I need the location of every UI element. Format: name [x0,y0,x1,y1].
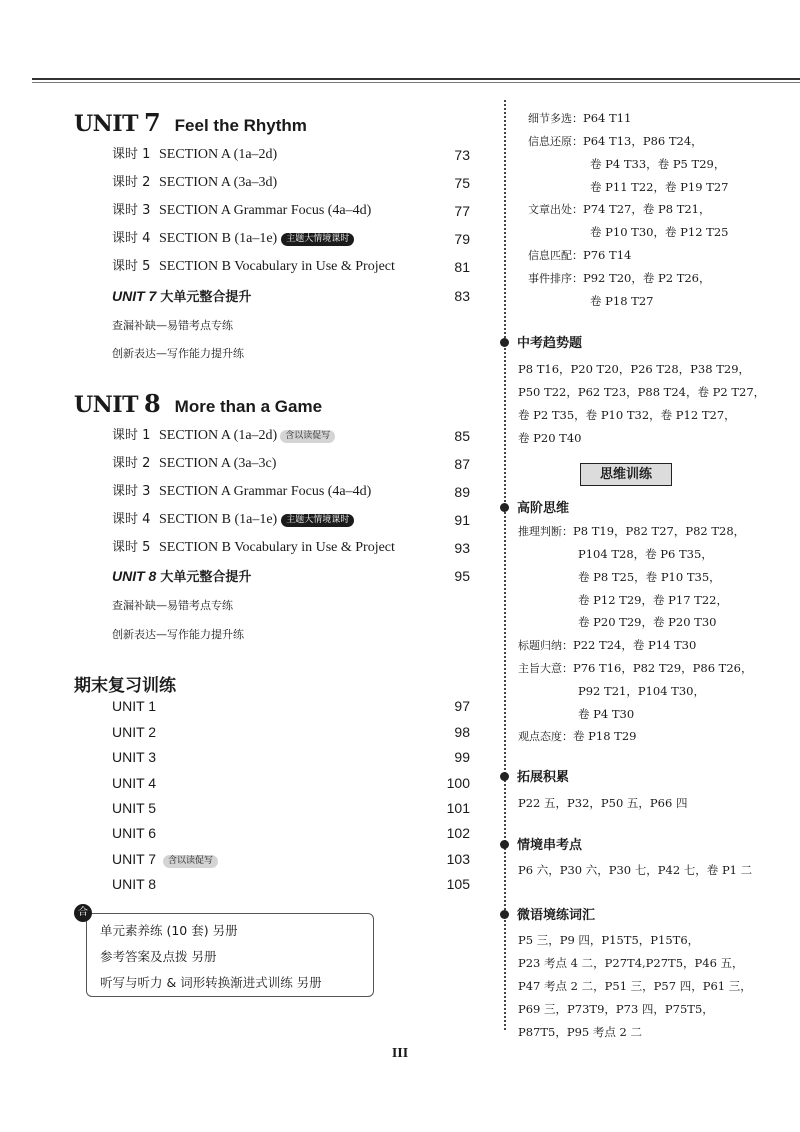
final-unit-label: UNIT 7 [112,851,157,867]
lesson-label: 课时 1 [112,147,151,162]
final-unit-label: UNIT 4 [112,775,157,791]
final-unit-page: 101 [446,800,470,816]
lesson-page: 81 [454,259,470,275]
category-label: 细节多选： [528,112,583,125]
supplement-line-1[interactable]: 单元素养练 (10 套) 另册 [100,923,238,938]
header-rule-thin [32,82,800,83]
higher-line-2: P104 T28，卷 P6 T35， [578,547,713,561]
reading-writing-badge: 含以读促写 [163,855,218,868]
lesson-page: 85 [454,428,470,444]
lesson-page: 91 [454,512,470,528]
micro-title: 微语境练词汇 [517,908,596,923]
unit7-lesson-1[interactable] [112,144,470,166]
lesson-label: 课时 2 [112,456,151,471]
lesson-page: 79 [454,231,470,247]
unit-8-heading [74,389,322,419]
right-cont-line-9: 卷 P18 T27 [590,294,654,308]
category-refs: 卷 P18 T29 [573,729,637,743]
unit-7-word: UNIT [74,111,138,137]
unit-7-heading [74,108,307,138]
lesson-text: SECTION A (1a–2d) [159,428,278,443]
bullet-icon [500,503,509,512]
final-unit-page: 100 [446,775,470,791]
lesson-page: 77 [454,203,470,219]
theme-lesson-badge: 主题大情境课时 [281,514,354,527]
category-label: 观点态度： [518,730,573,743]
category-refs: P64 T11 [583,111,632,125]
lesson-text: SECTION A Grammar Focus (4a–4d) [159,203,372,218]
lesson-label: 课时 4 [112,231,151,246]
context-heading [500,837,582,855]
column-divider [504,100,506,1030]
lesson-text: SECTION A (3a–3c) [159,456,277,471]
higher-line-7 [518,660,753,676]
bullet-icon [500,772,509,781]
right-cont-line-3: 卷 P4 T33，卷 P5 T29， [590,157,726,171]
unit7-lesson-5[interactable] [112,256,470,278]
trend-heading [500,335,582,353]
lesson-page: 93 [454,540,470,556]
category-label: 推理判断： [518,525,573,538]
final-unit-page: 103 [446,851,470,867]
unit8-lesson-3[interactable] [112,481,470,503]
unit8-lesson-2[interactable] [112,453,470,475]
category-label: 主旨大意： [518,662,573,675]
final-unit-label: UNIT 2 [112,724,157,740]
lesson-page: 75 [454,175,470,191]
lesson-text: SECTION B (1a–1e) [159,512,278,527]
final-unit-label: UNIT 1 [112,698,157,714]
unit7-lesson-4[interactable] [112,228,470,250]
integration-page: 95 [454,568,470,584]
right-cont-line-4: 卷 P11 T22，卷 P19 T27 [590,180,729,194]
trend-line-3: 卷 P2 T35，卷 P10 T32，卷 P12 T27， [518,408,736,422]
final-unit-8[interactable] [112,873,470,895]
micro-heading [500,907,595,925]
category-label: 标题归纳： [518,639,573,652]
combined-icon: 合 [74,904,92,922]
integration-page: 83 [454,288,470,304]
unit7-sub-writing-practice[interactable]: 创新表达—写作能力提升练 [112,347,244,360]
final-unit-label: UNIT 5 [112,800,157,816]
context-title: 情境串考点 [517,838,583,853]
bullet-icon [500,840,509,849]
higher-line-5: 卷 P20 T29，卷 P20 T30 [578,615,717,629]
thinking-training-tag: 思维训练 [580,463,672,486]
micro-line-4: P69 三，P73T9，P73 四，P75T5， [518,1002,714,1016]
final-unit-page: 99 [454,749,470,765]
final-review-title: 期末复习训练 [74,676,176,696]
theme-lesson-badge: 主题大情境课时 [281,233,354,246]
unit7-lesson-3[interactable] [112,200,470,222]
page-number: III [391,1046,409,1061]
higher-line-6 [518,637,696,653]
bullet-icon [500,338,509,347]
category-refs: P22 T24，卷 P14 T30 [573,638,697,652]
final-unit-page: 105 [446,876,470,892]
lesson-label: 课时 3 [112,484,151,499]
context-line-1: P6 六，P30 六，P30 七，P42 七，卷 P1 二 [518,863,753,877]
category-refs: P76 T14 [583,248,632,262]
micro-line-2: P23 考点 4 二，P27T4,P27T5，P46 五， [518,956,744,970]
lesson-text-wrap [159,228,354,250]
unit8-lesson-1[interactable] [112,425,470,447]
category-label: 事件排序： [528,272,583,285]
integration-unit: UNIT 7 [112,288,157,304]
category-refs: P76 T16，P82 T29，P86 T26， [573,661,753,675]
integration-title: 大单元整合提升 [160,570,252,585]
trend-title: 中考趋势题 [517,336,583,351]
lesson-text: SECTION B Vocabulary in Use & Project [159,540,395,555]
final-unit-1[interactable] [112,695,470,717]
integration-title: 大单元整合提升 [160,290,252,305]
right-cont-line-8 [528,270,711,286]
final-unit-label: UNIT 3 [112,749,157,765]
final-unit-page: 102 [446,825,470,841]
category-refs: P92 T20，卷 P2 T26， [583,271,711,285]
expand-line-1: P22 五，P32，P50 五，P66 四 [518,796,688,810]
final-unit-label: UNIT 6 [112,825,157,841]
lesson-text: SECTION B (1a–1e) [159,231,278,246]
reading-writing-badge: 含以读促写 [280,430,335,443]
right-cont-line-5 [528,201,711,217]
lesson-label: 课时 1 [112,428,151,443]
final-unit-4[interactable] [112,772,470,794]
final-unit-page: 98 [454,724,470,740]
right-cont-line-2 [528,133,703,149]
category-refs: P64 T13，P86 T24， [583,134,703,148]
lesson-text: SECTION A (1a–2d) [159,147,278,162]
category-label: 信息还原： [528,135,583,148]
lesson-text: SECTION B Vocabulary in Use & Project [159,259,395,274]
category-refs: P8 T19，P82 T27，P82 T28， [573,524,746,538]
unit-8-number: 8 [143,389,161,418]
final-unit-5[interactable] [112,797,470,819]
final-unit-3[interactable] [112,746,470,768]
unit-8-word: UNIT [74,392,138,418]
higher-line-1 [518,523,745,539]
final-unit-2[interactable] [112,721,470,743]
higher-line-10 [518,728,637,744]
lesson-page: 89 [454,484,470,500]
higher-line-9: 卷 P4 T30 [578,707,635,721]
final-unit-label: UNIT 8 [112,876,157,892]
lesson-text: SECTION A Grammar Focus (4a–4d) [159,484,372,499]
lesson-label: 课时 5 [112,540,151,555]
unit-7-number: 7 [143,108,161,137]
unit7-integration[interactable] [112,284,470,308]
trend-line-1: P8 T16，P20 T20，P26 T28，P38 T29， [518,362,751,376]
higher-line-4: 卷 P12 T29，卷 P17 T22， [578,593,728,607]
unit8-lesson-5[interactable] [112,537,470,559]
trend-line-2: P50 T22，P62 T23，P88 T24，卷 P2 T27， [518,385,766,399]
right-cont-line-6: 卷 P10 T30，卷 P12 T25 [590,225,729,239]
bullet-icon [500,910,509,919]
category-refs: P74 T27，卷 P8 T21， [583,202,711,216]
final-unit-6[interactable] [112,822,470,844]
lesson-text-wrap [159,509,354,531]
micro-line-1: P5 三，P9 四，P15T5，P15T6， [518,933,700,947]
expand-heading [500,769,569,787]
trend-line-4: 卷 P20 T40 [518,431,582,445]
unit-8-title: More than a Game [174,397,323,416]
lesson-page: 87 [454,456,470,472]
micro-line-5: P87T5，P95 考点 2 二 [518,1025,643,1039]
final-unit-7[interactable] [112,848,470,870]
integration-unit: UNIT 8 [112,568,157,584]
unit8-sub-error-practice[interactable]: 查漏补缺—易错考点专练 [112,599,233,612]
right-cont-line-1 [528,110,631,126]
unit-7-title: Feel the Rhythm [174,116,307,135]
higher-thinking-title: 高阶思维 [517,501,570,516]
lesson-text: SECTION A (3a–3d) [159,175,278,190]
lesson-page: 73 [454,147,470,163]
unit8-lesson-4[interactable] [112,509,470,531]
right-cont-line-7 [528,247,631,263]
micro-line-3: P47 考点 2 二，P51 三，P57 四，P61 三， [518,979,752,993]
lesson-label: 课时 5 [112,259,151,274]
unit8-sub-writing-practice[interactable]: 创新表达—写作能力提升练 [112,628,244,641]
category-label: 信息匹配： [528,249,583,262]
higher-line-8: P92 T21，P104 T30， [578,684,705,698]
category-label: 文章出处： [528,203,583,216]
lesson-text-wrap [159,425,335,447]
supplement-line-3[interactable]: 听写与听力 & 词形转换渐进式训练 另册 [100,975,322,990]
expand-title: 拓展积累 [517,770,570,785]
lesson-label: 课时 3 [112,203,151,218]
header-rule [32,78,800,80]
unit8-integration[interactable] [112,564,470,588]
supplement-line-2[interactable]: 参考答案及点拨 另册 [100,949,217,964]
higher-thinking-heading [500,500,569,518]
final-unit-page: 97 [454,698,470,714]
lesson-label: 课时 2 [112,175,151,190]
unit7-lesson-2[interactable] [112,172,470,194]
lesson-label: 课时 4 [112,512,151,527]
higher-line-3: 卷 P8 T25，卷 P10 T35， [578,570,721,584]
unit7-sub-error-practice[interactable]: 查漏补缺—易错考点专练 [112,319,233,332]
